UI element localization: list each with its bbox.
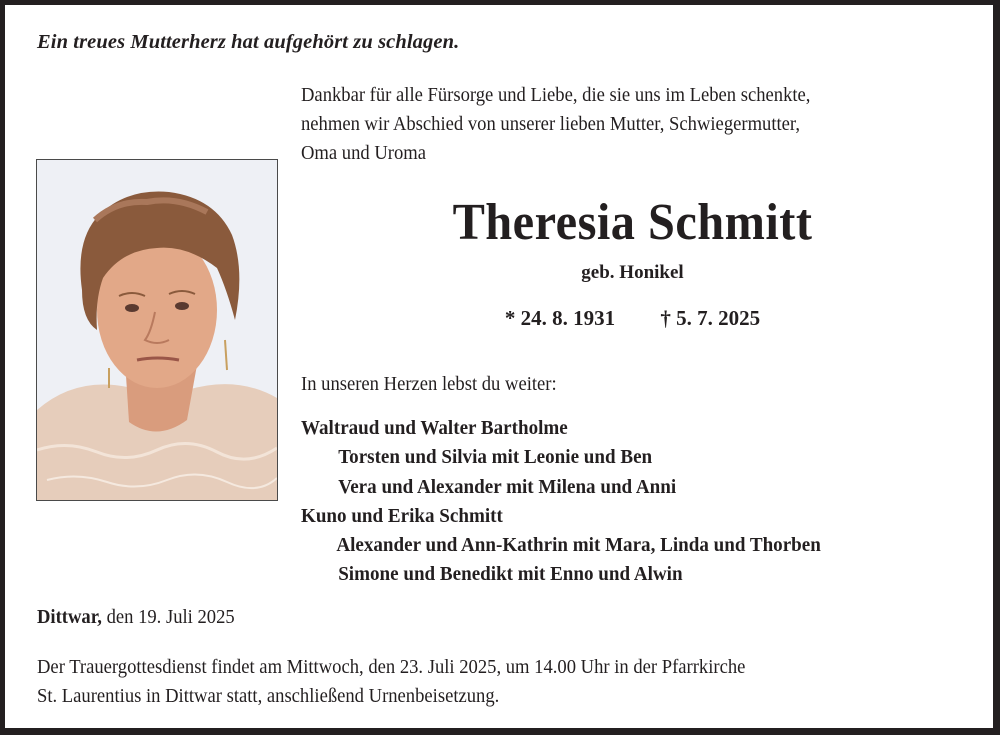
intro-line: Oma und Uroma xyxy=(301,142,427,164)
obituary-notice xyxy=(5,5,993,728)
intro-paragraph xyxy=(301,81,810,168)
place-town: Dittwar, xyxy=(37,606,102,628)
portrait-photo xyxy=(36,159,278,501)
mourners-intro: In unseren Herzen lebst du weiter: xyxy=(301,373,557,395)
family-entry-sub: Vera und Alexander mit Milena und Anni xyxy=(338,475,677,498)
birth-date: * 24. 8. 1931 xyxy=(504,306,616,330)
service-line: St. Laurentius in Dittwar statt, anschließend Urnenbeisetzung. xyxy=(37,684,500,707)
service-info xyxy=(37,653,745,710)
family-entry-sub: Torsten und Silvia mit Leonie und Ben xyxy=(338,446,653,469)
death-date: † 5. 7. 2025 xyxy=(660,306,761,330)
family-entry: Waltraud und Walter Bartholme xyxy=(301,417,568,439)
maiden-name: geb. Honikel xyxy=(581,262,684,283)
headline: Ein treues Mutterherz hat aufgehört zu schlagen. xyxy=(37,31,460,53)
intro-line: nehmen wir Abschied von unserer lieben Mutter, Schwiegermutter, xyxy=(301,113,801,135)
family-list xyxy=(301,414,821,590)
family-entry-sub: Simone und Benedikt mit Enno und Alwin xyxy=(338,563,683,586)
portrait-illustration xyxy=(37,160,277,500)
life-dates xyxy=(305,306,960,331)
family-entry-sub: Alexander und Ann-Kathrin mit Mara, Linda und Thorben xyxy=(336,534,821,557)
intro-line: Dankbar für alle Fürsorge und Liebe, die sie uns im Leben schenkte, xyxy=(301,84,811,106)
place-date: den 19. Juli 2025 xyxy=(101,606,235,628)
place-and-date xyxy=(37,606,235,629)
family-entry: Kuno und Erika Schmitt xyxy=(301,504,503,527)
deceased-name: Theresia Schmitt xyxy=(452,194,813,251)
service-line: Der Trauergottesdienst findet am Mittwoch, den 23. Juli 2025, um 14.00 Uhr in der Pfarrkirche xyxy=(37,656,746,678)
